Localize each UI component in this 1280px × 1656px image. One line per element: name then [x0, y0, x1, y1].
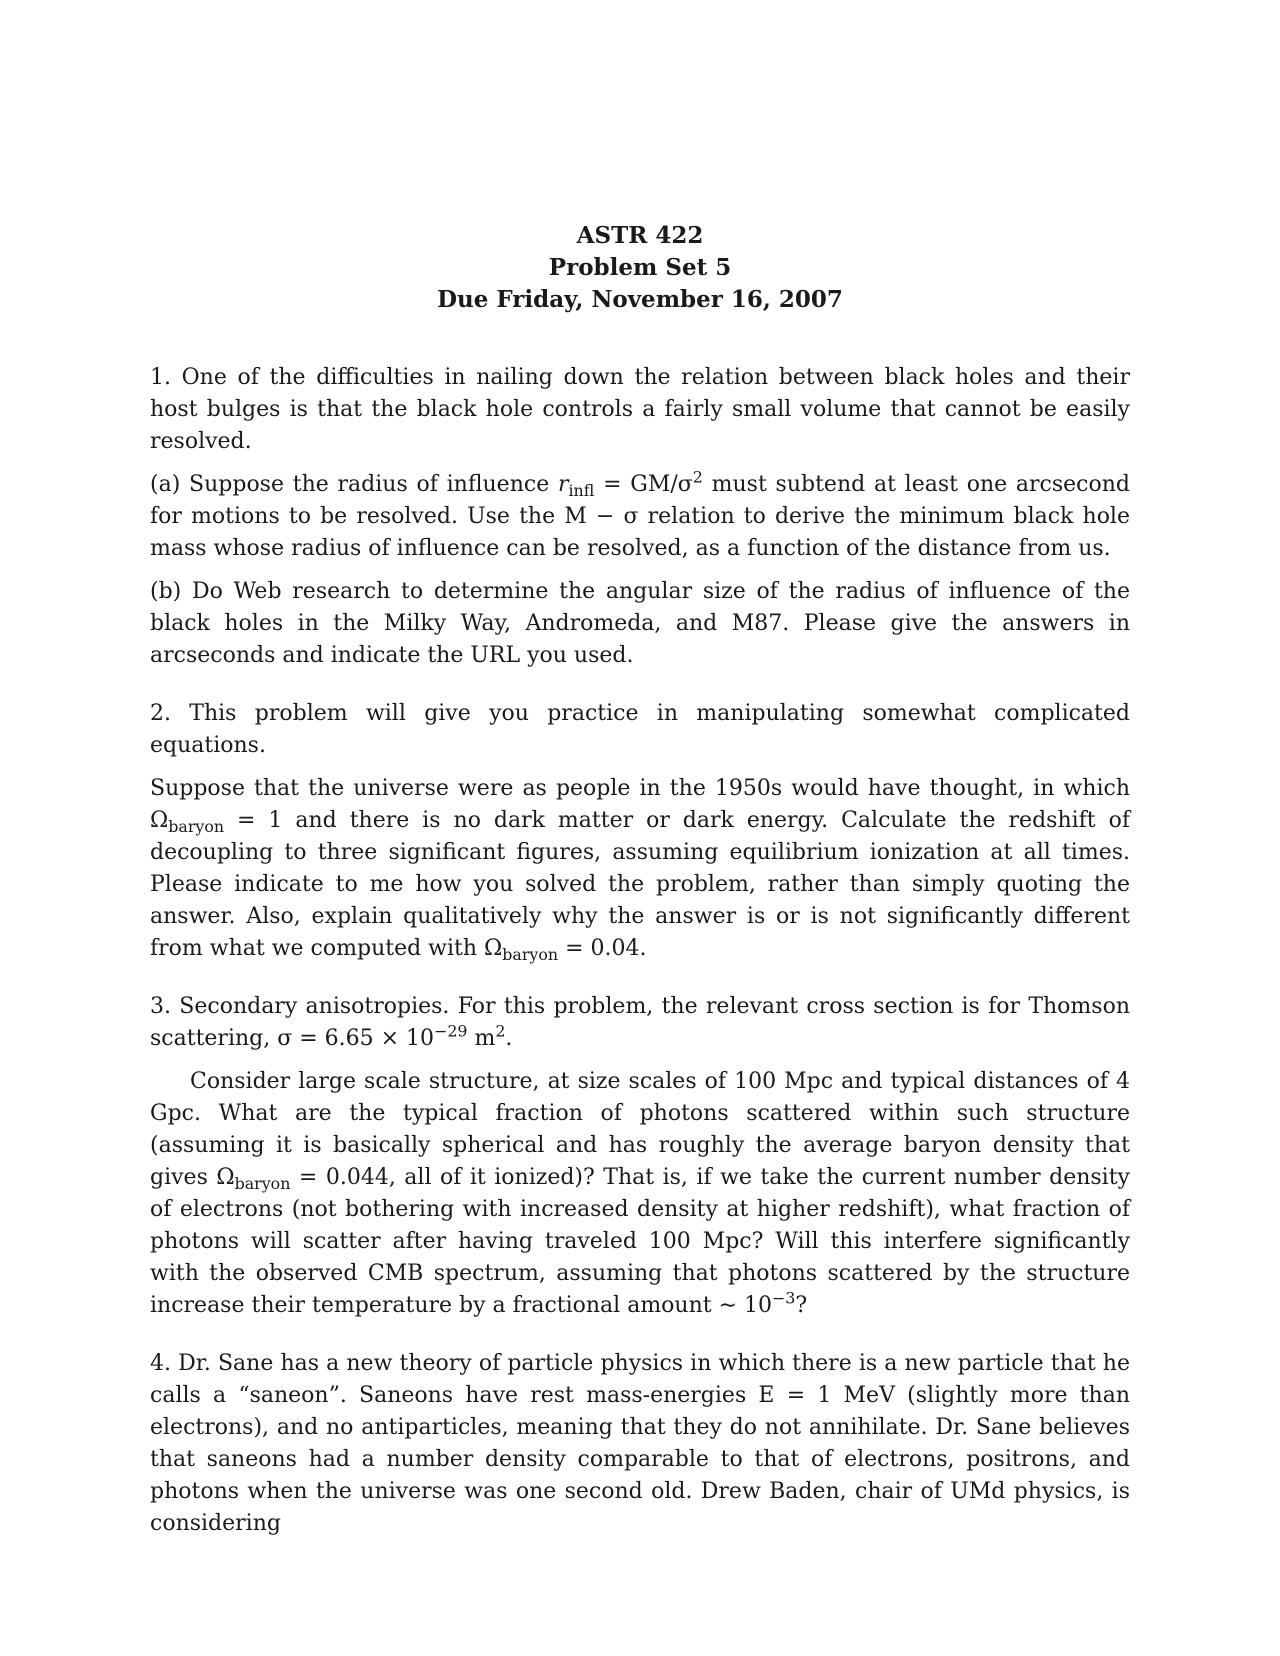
problem-3-text-3: .	[505, 1026, 513, 1051]
problem-1a-text-start: (a) Suppose the radius of influence	[150, 472, 558, 497]
problem-1	[150, 362, 1130, 672]
course-title: ASTR 422	[576, 222, 704, 249]
problem-1a-text-end: must subtend at least one arcsecond for motions to be resolved. Use the M − σ relation to derive the minimum black hole mass whose radius of influence can be resolved, as a function of the distance from us.	[150, 472, 1130, 561]
problem-set-title: Problem Set 5	[548, 254, 732, 281]
temperature-exponent: −3	[772, 1288, 796, 1308]
problem-3-intro	[150, 991, 1130, 1055]
radius-equation: = GM/σ	[594, 472, 693, 497]
omega-subscript-2: baryon	[502, 945, 559, 965]
problem-3-body-2: = 0.044, all of it ionized)? That is, if we take the current number density of electrons (not bothering with increased density at higher redshift), what fraction of photons will scatter after having traveled 100 Mpc? Will this interfere significantly with the observed CMB spectrum, assuming that photons scattered by the structure increase their temperature by a fractional amount ∼ 10	[150, 1165, 1130, 1318]
problem-3-body-1: Consider large scale structure, at size scales of 100 Mpc and typical distances of 4 Gpc. What are the typical fraction of photons scattered within such structure (assuming it is basically spherical and has roughly the average baryon density that gives Ω	[150, 1069, 1130, 1190]
unit-exponent: 2	[495, 1021, 506, 1041]
problem-1a	[150, 469, 1130, 565]
problem-3-body	[150, 1066, 1130, 1322]
cross-section-exponent: −29	[434, 1021, 468, 1041]
sigma-exponent: 2	[692, 467, 703, 487]
problem-4-text: 4. Dr. Sane has a new theory of particle physics in which there is a new particle that he calls a “saneon”. Saneons have rest mass-energies E = 1 MeV (slightly more than electrons), and no antiparticles, meaning that they do not annihilate. Dr. Sane believes that saneons had a number density comparable to that of electrons, positrons, and photons when the universe was one second old. Drew Baden, chair of UMd physics, is considering	[150, 1351, 1130, 1536]
omega-subscript-1: baryon	[168, 817, 225, 837]
problem-3-text-1: 3. Secondary anisotropies. For this problem, the relevant cross section is for Thomson scattering, σ = 6.65 × 10	[150, 994, 1130, 1051]
problem-1-intro: 1. One of the difficulties in nailing down the relation between black holes and their host bulges is that the black hole controls a fairly small volume that cannot be easily resolved.	[150, 365, 1130, 454]
radius-subscript: infl	[568, 481, 595, 501]
problem-4	[150, 1348, 1130, 1540]
problem-2	[150, 698, 1130, 965]
problem-3	[150, 991, 1130, 1322]
problem-2-intro: 2. This problem will give you practice in manipulating somewhat complicated equations.	[150, 701, 1130, 758]
omega-subscript-3: baryon	[234, 1174, 291, 1194]
problem-2-body	[150, 773, 1130, 965]
problem-2-text-1: Suppose that the universe were as people in the 1950s would have thought, in which Ω	[150, 776, 1130, 833]
problem-3-body-3: ?	[795, 1293, 808, 1318]
due-date: Due Friday, November 16, 2007	[437, 286, 843, 313]
document-header	[150, 220, 1130, 316]
problem-3-text-2: m	[467, 1026, 496, 1051]
page-content	[150, 220, 1130, 1566]
problem-1b: (b) Do Web research to determine the angular size of the radius of influence of the black holes in the Milky Way, Andromeda, and M87. Please give the answers in arcseconds and indicate the URL you used.	[150, 579, 1130, 668]
problem-2-text-3: = 0.04.	[558, 936, 647, 961]
radius-symbol: r	[557, 472, 569, 497]
problem-2-text-2: = 1 and there is no dark matter or dark energy. Calculate the redshift of decoupling to three significant figures, assuming equilibrium ionization at all times. Please indicate to me how you solved the problem, rather than simply quoting the answer. Also, explain qualitatively why the answer is or is not significantly different from what we computed with Ω	[150, 808, 1130, 961]
